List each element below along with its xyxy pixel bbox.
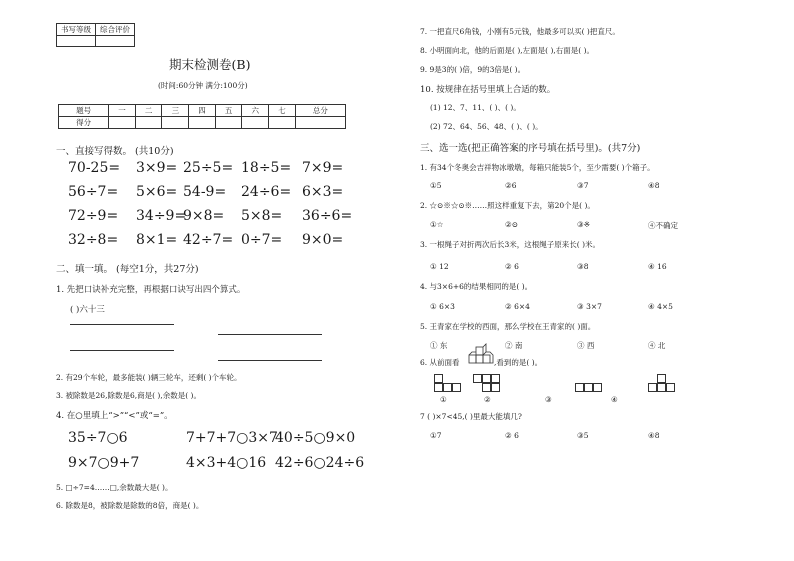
option-item[interactable]: ④8 bbox=[648, 431, 660, 440]
s3-q7: 7 ( )×7<45,( )里最大能填几? bbox=[420, 412, 522, 421]
compare-item[interactable]: 7+7+7○3×7 bbox=[186, 430, 278, 446]
calc-item[interactable]: 3×9= bbox=[136, 160, 178, 176]
answer-line[interactable] bbox=[218, 360, 322, 361]
calc-item[interactable]: 24÷6= bbox=[241, 184, 292, 200]
page-subtitle: (时间:60分钟 满分:100分) bbox=[158, 81, 248, 90]
view-square bbox=[575, 383, 584, 392]
s2-q4: 4. 在○里填上“>”“<”或“=”。 bbox=[56, 411, 173, 421]
view-square bbox=[482, 383, 491, 392]
view-square bbox=[648, 383, 657, 392]
score-header-cell: 三 bbox=[162, 105, 189, 117]
option-item[interactable]: ③※ bbox=[577, 220, 591, 229]
view-square bbox=[657, 374, 666, 383]
calc-item[interactable]: 18÷5= bbox=[241, 160, 292, 176]
view-square bbox=[584, 383, 593, 392]
score-cell[interactable] bbox=[295, 117, 345, 129]
s2-q3: 3. 被除数是26,除数是6,商是( ),余数是( )。 bbox=[56, 391, 201, 400]
option-item[interactable]: ②⊙ bbox=[505, 220, 519, 229]
option-item[interactable]: ③7 bbox=[577, 181, 589, 190]
option-item[interactable]: ③5 bbox=[577, 431, 589, 440]
calc-item[interactable]: 6×3= bbox=[302, 184, 344, 200]
calc-item[interactable]: 9×8= bbox=[183, 208, 225, 224]
score-cell[interactable] bbox=[135, 117, 162, 129]
view-square bbox=[434, 383, 443, 392]
score-cell[interactable] bbox=[242, 117, 269, 129]
s2-q5: 5. □÷7=4……□,余数最大是( )。 bbox=[56, 483, 173, 492]
option-item[interactable]: ④ bbox=[611, 395, 618, 404]
calc-item[interactable]: 34÷9= bbox=[136, 208, 187, 224]
view-square bbox=[443, 383, 452, 392]
option-item[interactable]: ④ 4×5 bbox=[648, 302, 673, 311]
option-item[interactable]: ③ bbox=[545, 395, 552, 404]
view-square bbox=[473, 374, 482, 383]
calc-item[interactable]: 36÷6= bbox=[302, 208, 353, 224]
view-square bbox=[491, 374, 500, 383]
grade-box bbox=[56, 23, 135, 47]
option-item[interactable]: ④ 16 bbox=[648, 262, 667, 271]
s3-q5: 5. 王青家在学校的西面，那么学校在王青家的( )面。 bbox=[420, 322, 596, 331]
option-item[interactable]: ①7 bbox=[430, 431, 442, 440]
page-title: 期末检测卷(B) bbox=[169, 57, 251, 72]
score-cell[interactable] bbox=[109, 117, 136, 129]
calc-item[interactable]: 70-25= bbox=[68, 160, 121, 176]
option-item[interactable]: ① bbox=[440, 395, 447, 404]
answer-line[interactable] bbox=[70, 350, 174, 351]
s2-q10a: (1) 12、7、11、( )、( )。 bbox=[430, 103, 521, 112]
option-item[interactable]: ③8 bbox=[577, 262, 589, 271]
option-item[interactable]: ④不确定 bbox=[648, 221, 678, 230]
score-header-cell: 二 bbox=[135, 105, 162, 117]
calc-item[interactable]: 25÷5= bbox=[183, 160, 234, 176]
score-header-cell: 六 bbox=[242, 105, 269, 117]
view-square bbox=[482, 374, 491, 383]
option-item[interactable]: ② bbox=[484, 395, 491, 404]
s3-q1: 1. 有34个冬奥会吉祥物冰墩墩，每箱只能装5个，至少需要( )个箱子。 bbox=[420, 163, 655, 172]
s2-q10: 10. 按规律在括号里填上合适的数。 bbox=[420, 85, 556, 95]
compare-item[interactable]: 40÷5○9×0 bbox=[275, 430, 356, 446]
view-square bbox=[657, 383, 666, 392]
grade-box-col1: 书写等级 bbox=[57, 24, 96, 36]
grade-box-cell[interactable] bbox=[57, 36, 96, 47]
s2-q1-blank[interactable]: ( )六十三 bbox=[70, 305, 105, 315]
view-square bbox=[452, 383, 461, 392]
s2-q8: 8. 小明面向北，他的后面是( ),左面是( ),右面是( )。 bbox=[420, 46, 595, 55]
cube-figure bbox=[468, 350, 494, 366]
option-item[interactable]: ② 南 bbox=[505, 341, 523, 350]
s2-q1: 1. 先把口诀补充完整，再根据口诀写出四个算式。 bbox=[56, 285, 246, 295]
option-item[interactable]: ② 6 bbox=[505, 262, 519, 271]
answer-line[interactable] bbox=[70, 324, 174, 325]
view-square bbox=[491, 383, 500, 392]
calc-item[interactable]: 9×0= bbox=[302, 232, 344, 248]
option-item[interactable]: ①5 bbox=[430, 181, 442, 190]
calc-item[interactable]: 5×6= bbox=[136, 184, 178, 200]
score-header-cell: 一 bbox=[109, 105, 136, 117]
calc-item[interactable]: 32÷8= bbox=[68, 232, 119, 248]
section1-heading: 一、直接写得数。 (共10分) bbox=[56, 146, 174, 157]
view-square bbox=[434, 374, 443, 383]
calc-item[interactable]: 7×9= bbox=[302, 160, 344, 176]
section3-heading: 三、选一选(把正确答案的序号填在括号里)。(共7分) bbox=[420, 143, 641, 154]
option-item[interactable]: ② 6 bbox=[505, 431, 519, 440]
score-header-cell: 七 bbox=[269, 105, 296, 117]
score-cell[interactable] bbox=[162, 117, 189, 129]
s3-q2: 2. ☆⊙※☆⊙※……照这样重复下去，第20个是( )。 bbox=[420, 201, 595, 210]
score-table bbox=[58, 104, 346, 129]
view-square bbox=[593, 383, 602, 392]
s2-q2: 2. 有29个车轮，最多能装( )辆三轮车，还剩( )个车轮。 bbox=[56, 373, 242, 382]
grade-box-cell[interactable] bbox=[96, 36, 135, 47]
calc-item[interactable]: 42÷7= bbox=[183, 232, 234, 248]
calc-item[interactable]: 72÷9= bbox=[68, 208, 119, 224]
s3-q3: 3. 一根绳子对折两次后长3米，这根绳子原来长( )米。 bbox=[420, 240, 601, 249]
view-square bbox=[666, 383, 675, 392]
compare-item[interactable]: 42÷6○24÷6 bbox=[275, 455, 365, 471]
option-item[interactable]: ③ 西 bbox=[577, 341, 595, 350]
option-item[interactable]: ②6 bbox=[505, 181, 517, 190]
s2-q10b: (2) 72、64、56、48、( )、( )。 bbox=[430, 122, 543, 131]
s3-q6-text-b: ,看到的是( )。 bbox=[494, 358, 543, 367]
calc-item[interactable]: 5×8= bbox=[241, 208, 283, 224]
score-row-label: 得分 bbox=[59, 117, 109, 129]
s3-q6-text-a: 6. 从前面看 bbox=[420, 358, 460, 367]
option-item[interactable]: ④ 北 bbox=[648, 341, 666, 350]
score-header-cell: 总分 bbox=[295, 105, 345, 117]
option-item[interactable]: ③ 3×7 bbox=[577, 302, 602, 311]
compare-item[interactable]: 9×7○9+7 bbox=[68, 455, 140, 471]
option-item[interactable]: ④8 bbox=[648, 181, 660, 190]
compare-item[interactable]: 35÷7○6 bbox=[68, 430, 128, 446]
s2-q6: 6. 除数是8，被除数是除数的8倍，商是( )。 bbox=[56, 501, 204, 510]
calc-item[interactable]: 54-9= bbox=[183, 184, 227, 200]
calc-item[interactable]: 56÷7= bbox=[68, 184, 119, 200]
calc-item[interactable]: 0÷7= bbox=[241, 232, 283, 248]
score-cell[interactable] bbox=[215, 117, 242, 129]
score-header-cell: 四 bbox=[189, 105, 216, 117]
s2-q7: 7. 一把直尺6角钱，小刚有5元钱，他最多可以买( )把直尺。 bbox=[420, 27, 620, 36]
score-cell[interactable] bbox=[269, 117, 296, 129]
compare-item[interactable]: 4×3+4○16 bbox=[186, 455, 267, 471]
calc-item[interactable]: 8×1= bbox=[136, 232, 178, 248]
s2-q9: 9. 9是3的( )倍，9的3倍是( )。 bbox=[420, 65, 526, 74]
option-item[interactable]: ② 6×4 bbox=[505, 302, 530, 311]
answer-line[interactable] bbox=[218, 334, 322, 335]
option-item[interactable]: ① 东 bbox=[430, 341, 448, 350]
option-item[interactable]: ① 12 bbox=[430, 262, 449, 271]
grade-box-col2: 综合评价 bbox=[96, 24, 135, 36]
section2-heading: 二、填一填。 (每空1分，共27分) bbox=[56, 264, 199, 275]
score-header-cell: 题号 bbox=[59, 105, 109, 117]
score-cell[interactable] bbox=[189, 117, 216, 129]
option-item[interactable]: ①☆ bbox=[430, 220, 444, 229]
option-item[interactable]: ① 6×3 bbox=[430, 302, 455, 311]
score-header-cell: 五 bbox=[215, 105, 242, 117]
s3-q4: 4. 与3×6+6的结果相同的是( )。 bbox=[420, 282, 533, 291]
